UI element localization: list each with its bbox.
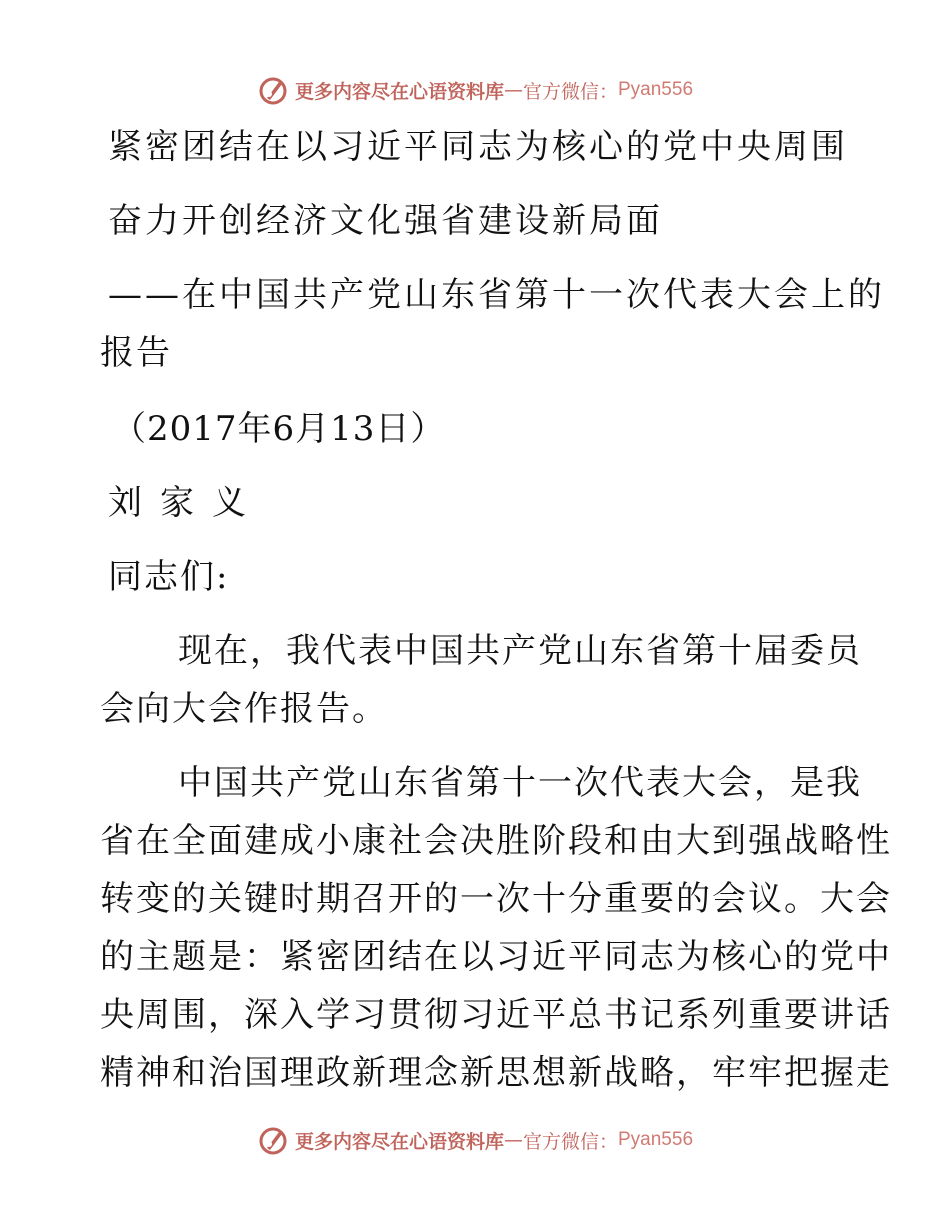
footer-watermark (0, 1120, 950, 1160)
title-line-2: 奋力开创经济文化强省建设新局面 (108, 201, 663, 241)
watermark-dash: — (503, 79, 523, 101)
paragraph-2-line-3: 转变的关键时期召开的一次十分重要的会议。大会 (100, 879, 892, 919)
watermark-dash: — (503, 1129, 523, 1151)
watermark-wechat-label: 官方微信： (522, 1130, 618, 1153)
paragraph-2-line-2: 省在全面建成小康社会决胜阶段和由大到强战略性 (100, 821, 892, 861)
header-watermark (0, 70, 950, 110)
watermark-wechat-label: 官方微信： (522, 80, 618, 103)
watermark-wechat-id: Pyan556 (618, 79, 694, 100)
report-date: （2017年6月13日） (112, 409, 446, 449)
watermark-main-text: 更多内容尽在心语资料库 (294, 80, 504, 103)
title-line-1: 紧密团结在以习近平同志为核心的党中央周围 (108, 127, 848, 167)
author-name: 刘家义 (108, 483, 264, 523)
paragraph-1-line-2: 会向大会作报告。 (100, 689, 388, 729)
pen-logo-icon (257, 74, 289, 106)
paragraph-2-line-6: 精神和治国理政新理念新思想新战略，牢牢把握走 (100, 1053, 892, 1093)
subtitle-line-2: 报告 (100, 333, 172, 373)
paragraph-1-line-1: 现在，我代表中国共产党山东省第十届委员 (178, 631, 862, 671)
greeting: 同志们: (108, 557, 230, 597)
watermark-wechat-id: Pyan556 (618, 1129, 694, 1150)
pen-logo-icon (257, 1124, 289, 1156)
watermark-main-text: 更多内容尽在心语资料库 (294, 1130, 504, 1153)
paragraph-2-line-4: 的主题是：紧密团结在以习近平同志为核心的党中 (100, 937, 892, 977)
paragraph-2-line-5: 央周围，深入学习贯彻习近平总书记系列重要讲话 (100, 995, 892, 1035)
paragraph-2-line-1: 中国共产党山东省第十一次代表大会，是我 (178, 763, 862, 803)
subtitle-line-1: ——在中国共产党山东省第十一次代表大会上的 (108, 275, 885, 315)
